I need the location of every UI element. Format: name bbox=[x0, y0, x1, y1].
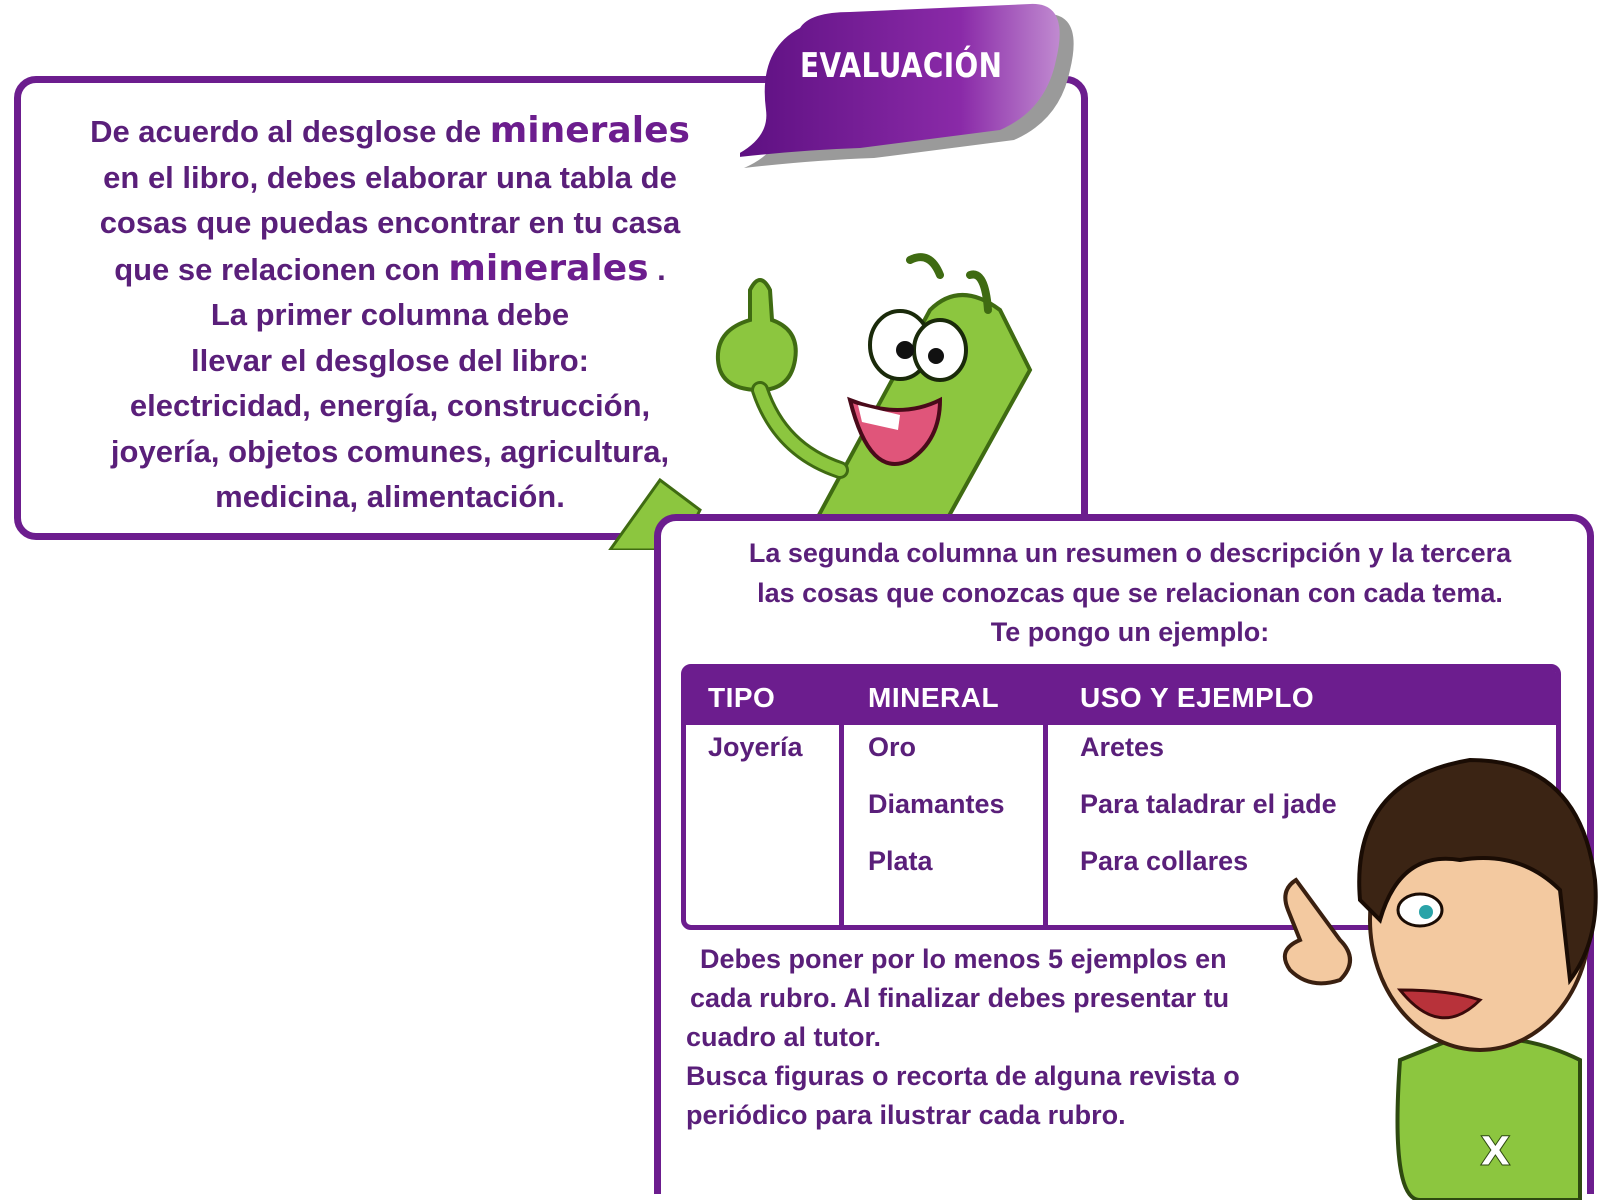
badge-title: EVALUACIÓN bbox=[800, 46, 1003, 86]
cell-uso: Aretes bbox=[1080, 732, 1165, 762]
cell-uso: Para taladrar el jade bbox=[1080, 789, 1337, 819]
column-divider bbox=[839, 725, 844, 925]
speech-bubble-badge bbox=[740, 0, 1100, 180]
text-line: cosas que puedas encontrar en tu casa bbox=[99, 205, 681, 240]
emphasis-minerales: minerales bbox=[489, 110, 690, 151]
cell-mineral: Plata bbox=[868, 846, 933, 876]
text-line: periódico para ilustrar cada rubro. bbox=[686, 1100, 1126, 1130]
text-line: Debes poner por lo menos 5 ejemplos en bbox=[700, 944, 1227, 974]
text-line: cuadro al tutor. bbox=[686, 1022, 882, 1052]
cell-tipo: Joyería bbox=[708, 732, 803, 762]
text-line: La primer columna debe bbox=[210, 297, 570, 332]
text-line: en el libro, debes elaborar una tabla de bbox=[103, 159, 677, 195]
text-punct: . bbox=[648, 251, 666, 287]
header-mineral: MINERAL bbox=[868, 682, 1000, 713]
text-line: las cosas que conozcas que se relacionan con cada tema. bbox=[757, 577, 1503, 608]
header-uso: USO Y EJEMPLO bbox=[1080, 682, 1315, 713]
text-line: Te pongo un ejemplo: bbox=[990, 617, 1270, 647]
column-divider bbox=[1043, 725, 1048, 925]
example-footer bbox=[686, 940, 1336, 1135]
text-line: que se relacionen con bbox=[114, 251, 440, 287]
text-line: joyería, objetos comunes, agricultura, bbox=[110, 433, 670, 469]
green-mascot-illustration bbox=[600, 250, 1080, 550]
table-header bbox=[686, 669, 1556, 725]
cell-uso: Para collares bbox=[1080, 846, 1249, 876]
text-line: cada rubro. Al finalizar debes presentar tu bbox=[690, 983, 1230, 1013]
cell-mineral: Oro bbox=[868, 732, 917, 762]
svg-text:X: X bbox=[1480, 1129, 1511, 1175]
cell-mineral: Diamantes bbox=[868, 789, 1005, 819]
example-intro bbox=[690, 534, 1570, 653]
text-line: electricidad, energía, construcción, bbox=[129, 388, 651, 423]
text-line: medicina, alimentación. bbox=[215, 479, 565, 514]
text-line: Busca figuras o recorta de alguna revista o bbox=[686, 1061, 1240, 1091]
text-line: llevar el desglose del libro: bbox=[191, 342, 589, 378]
boy-character-illustration bbox=[1280, 740, 1601, 1200]
text-line: La segunda columna un resumen o descripción y la tercera bbox=[748, 538, 1512, 568]
text-line: De acuerdo al desglose de bbox=[90, 114, 482, 149]
emphasis-minerales: minerales bbox=[448, 247, 649, 289]
header-tipo: TIPO bbox=[708, 682, 776, 713]
